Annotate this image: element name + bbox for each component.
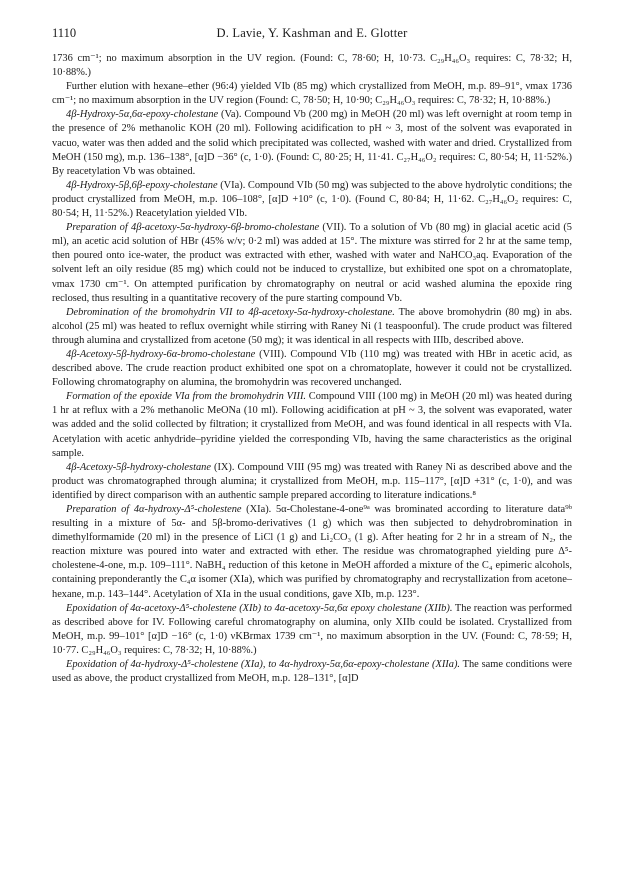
paragraph — [52, 348, 572, 390]
paragraph-heading: Debromination of the bromohydrin VII to 4β-acetoxy-5α-hydroxy-cholestane. — [66, 306, 395, 318]
paragraph-text: (VIa). Compound VIb (50 mg) was subjected to the above hydrolytic conditions; the product crystallized from MeOH, m.p. 106–108°, [α]D +10° (c, 1·0). (Found C, 80·84; H, 11·62. C₂₇H₄₆O₂ requires: C, 80·54; H, 11·52%.) Reacetylation yielded VIb. — [52, 179, 572, 220]
paragraph-heading: 4β-Acetoxy-5β-hydroxy-cholestane — [66, 461, 211, 473]
paragraph-heading: Epoxidation of 4α-acetoxy-Δ⁵-cholestene (XIb) to 4α-acetoxy-5α,6α epoxy cholestane (XIIb). — [66, 602, 453, 614]
running-header — [52, 26, 572, 52]
page-number: 1110 — [52, 26, 77, 40]
paragraph — [52, 602, 572, 658]
paragraph — [52, 221, 572, 306]
paragraph-text: (XIa). 5α-Cholestane-4-one⁹ᵃ was brominated according to literature data⁹ᵇ resulting in a mixture of 5α- and 5β-bromo-derivatives (1 g) which was then subjected to dehydrobromination in dimethylformamide (20 ml) in the presence of LiCl (1 g) and Li₂CO₃ (1 g). After heating for 2 hr in a stream of N₂, the reaction mixture was poured into water and extracted with ether. The residue was chromatographed yielding pure Δ⁵-cholestene-4-one, m.p. 109–111°. NaBH₄ reduction of this ketone in MeOH afforded a mixture of the C₄ epimeric alcohols, containing preponderantly the C₄α isomer (XIa), which was purified by chromatography and recrystallization from acetone–hexane, m.p. 143–144°. Acetylation of XIa in the usual conditions, gave XIb, m.p. 123°. — [52, 504, 572, 600]
paragraph-text: 1736 cm⁻¹; no maximum absorption in the UV region. (Found: C, 78·60; H, 10·73. C₂₉H₄₆O₃ requires: C, 78·32; H, 10·88%.) — [52, 53, 572, 79]
paragraph-text: Further elution with hexane–ether (96:4) yielded VIb (85 mg) which crystallized from MeOH, m.p. 89–91°, νmax 1736 cm⁻¹; no maximum absorption in the UV region (Found: C, 78·50; H, 10·90; C₂₉H₄₆O₃ requires: C, 78·32; H, 10·88%.) — [52, 81, 572, 107]
paragraph — [52, 179, 572, 221]
paragraph-heading: Epoxidation of 4α-hydroxy-Δ⁵-cholestene (XIa), to 4α-hydroxy-5α,6α-epoxy-cholestane (XIIa). — [66, 659, 461, 671]
paragraph-text: Compound VIII (100 mg) in MeOH (20 ml) was heated during 1 hr at reflux with a 2% methanolic MeONa (10 ml). Following acidification at pH ~ 3, the solvent was evaporated, water was added and the solid collected by filtration; it crystallized from MeOH, and was found identical in all respects with VIa. Acetylation with acetic anhydride–pyridine yielded the corresponding VIb, having the same characteristics as the original sample. — [52, 391, 572, 459]
paragraph-text: (IX). Compound VIII (95 mg) was treated with Raney Ni as described above and the product was chromatographed through alumina; it crystallized from MeOH, m.p. 115–117°, [α]D +31° (c, 1·0), and was identified by direct comparison with an authentic sample prepared according to literature indications.⁸ — [52, 461, 572, 501]
paragraph-text: The same conditions were used as above, the product crystallized from MeOH, m.p. 128–131°, [α]D — [52, 659, 573, 685]
running-authors: D. Lavie, Y. Kashman and E. Glotter — [216, 26, 408, 40]
paragraph — [52, 461, 572, 503]
paragraph-heading: Preparation of 4β-acetoxy-5α-hydroxy-6β-bromo-cholestane — [66, 222, 320, 234]
paragraph-heading: 4β-Hydroxy-5α,6α-epoxy-cholestane — [66, 109, 219, 121]
paragraph — [52, 306, 572, 348]
paragraph — [52, 658, 572, 686]
paragraph-text: The reaction was performed as described above for IV. Following careful chromatography on alumina, only XIIb could be isolated. Crystallized from MeOH, m.p. 99–101° [α]D −16° (c, 1·0) νKBrmax 1739 cm⁻¹, no maximum absorption in the UV. (Found: C, 78·59; H, 10·77. C₂₉H₄₆O₃ requires: C, 78·32; H, 10·88%.) — [52, 602, 572, 656]
paragraph-text: (VIII). Compound VIb (110 mg) was treated with HBr in acetic acid, as described above. The crude reaction product exhibited one spot on a chromatoplate, however it could not be crystallized. Following chromatography on alumina, the bromohydrin was recovered unchanged. — [52, 348, 572, 389]
experimental-text — [52, 52, 572, 686]
paragraph — [52, 503, 572, 602]
paragraph — [52, 52, 572, 80]
paragraph-heading: 4β-Hydroxy-5β,6β-epoxy-cholestane — [66, 179, 218, 191]
paragraph-text: (VII). To a solution of Vb (80 mg) in glacial acetic acid (5 ml), an acetic acid solution of HBr (45% w/v; 0·2 ml) was added at 15°. The mixture was stirred for 2 hr at the same temp, then poured onto ice-water, the product was extracted with ether, washed with water and NaHCO₃aq. Evaporation of the solvent left an oily residue (85 mg) which could not be induced to crystallize, but exhibited one spot on a chromatoplate, νmax 1730 cm⁻¹. On attempted purification by chromatography on neutral or acid washed alumina the epoxide ring reclosed, thus resulting in a quantitative recovery of the pure starting compound Vb. — [52, 222, 573, 304]
paragraph-text: (Va). Compound Vb (200 mg) in MeOH (20 ml) was left overnight at room temp in the presence of 2% methanolic KOH (20 ml). Following acidification to pH ~ 3, most of the solvent was evaporated in vacuo, water was then added and the solid which precipitated was collected, washed with water and dried. Crystallized from MeOH (150 mg), m.p. 136–138°, [α]D −36° (c, 1·0). (Found: C, 80·25; H, 11·41. C₂₇H₄₆O₂ requires: C, 80·54; H, 11·52%.) By reacetylation Vb was obtained. — [52, 109, 572, 177]
paragraph-text: The above bromohydrin (80 mg) in abs. alcohol (25 ml) was heated to reflux overnight while stirring with Raney Ni (1 teaspoonful). The crude product was filtered through alumina and crystallized from acetone (50 mg); it was identical in all respects with IIIb, described above. — [52, 306, 572, 346]
paragraph-heading: Preparation of 4α-hydroxy-Δ⁵-cholestene — [66, 504, 242, 515]
paragraph — [52, 108, 572, 178]
paragraph-heading: Formation of the epoxide VIa from the bromohydrin VIII. — [66, 391, 306, 403]
paragraph — [52, 80, 572, 108]
paragraph — [52, 390, 572, 460]
paragraph-heading: 4β-Acetoxy-5β-hydroxy-6α-bromo-cholestane — [66, 348, 256, 360]
